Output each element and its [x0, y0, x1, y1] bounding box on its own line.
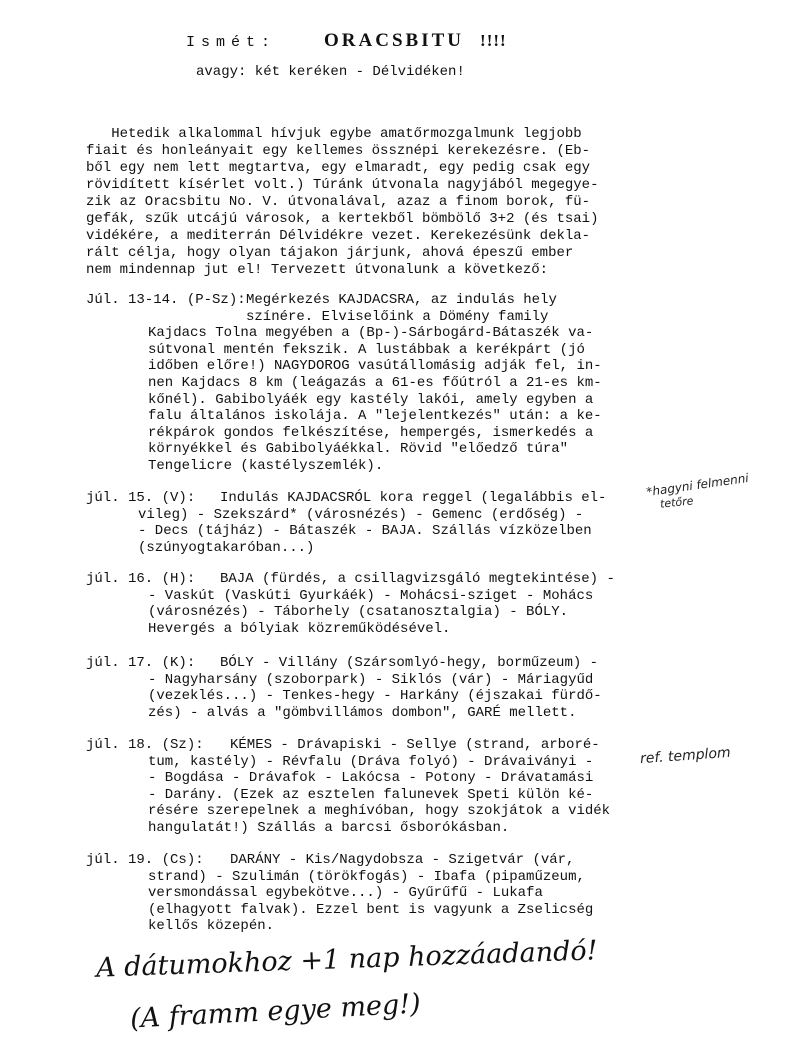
entry-line: színére. Elviselőink a Dömény family: [246, 308, 549, 325]
itinerary-entry-jul-16: [86, 571, 656, 637]
intro-line: gefák, szűk utcájú városok, a kertekből bömbölő 3+2 (és tsai): [86, 211, 599, 227]
itinerary-entry-jul-17: [86, 655, 656, 721]
entry-body-continued: [148, 869, 656, 935]
document-title: [186, 30, 507, 52]
entry-line: Megérkezés KAJDACSRA, az indulás hely: [246, 292, 557, 308]
entry-line: rékpárok gondos felkészítése, hempergés, ismerkedés a: [148, 424, 594, 441]
itinerary-entry-jul-18: [86, 737, 656, 837]
intro-line: fiait és honleányait egy kellemes össznépi kerekezésre. (Eb-: [86, 143, 591, 159]
entry-body: [246, 292, 656, 325]
title-lead: Ismét:: [186, 34, 277, 51]
entry-line: Tengelicre (kastélyszemlék).: [148, 457, 384, 474]
entry-line: - Nagyharsány (szoborpark) - Siklós (vár) - Máriagyűd: [148, 671, 594, 688]
entry-body-continued: [148, 325, 656, 474]
itinerary-entry-jul-13-14: [86, 292, 656, 475]
entry-body: [230, 852, 656, 869]
handwritten-bottom-note-2: (A framm egye meg!): [129, 988, 422, 1035]
entry-date: júl. 18. (Sz):: [86, 737, 204, 753]
entry-line: BAJA (fürdés, a csillagvizsgáló megtekintése) -: [220, 571, 615, 587]
handwritten-margin-note: [646, 471, 750, 499]
margin-note-line: *hagyni felmenni: [645, 470, 750, 500]
entry-line: (vezeklés...) - Tenkes-hegy - Harkány (éjszakai fürdő-: [148, 688, 602, 705]
entry-line: - Decs (tájház) - Bátaszék - BAJA. Szállás vízközelben: [138, 523, 592, 540]
entry-body: [220, 490, 656, 507]
margin-note-line: tetőre: [659, 494, 695, 511]
entry-line: BÓLY - Villány (Szársomlyó-hegy, borműzeum) -: [220, 655, 599, 671]
handwritten-margin-note-2: [659, 494, 694, 510]
entry-line: (városnézés) - Táborhely (csatanosztalgia) - BÓLY.: [148, 604, 569, 621]
entry-line: Hevergés a bólyiak közreműködésével.: [148, 620, 451, 637]
entry-line: - Vaskút (Vaskúti Gyurkáék) - Mohácsi-sziget - Mohács: [148, 587, 594, 604]
entry-line: - Darány. (Ezek az esztelen falunevek Speti külön ké-: [148, 786, 594, 803]
title-main: ORACSBITU: [324, 30, 465, 51]
entry-body-continued: [138, 507, 656, 557]
entry-line: sútvonal mentén fekszik. A lustábbak a kerékpárt (jó: [148, 341, 585, 358]
entry-date: júl. 19. (Cs):: [86, 852, 204, 868]
entry-line: Kajdacs Tolna megyében a (Bp-)-Sárbogárd-Bátaszék va-: [148, 325, 594, 342]
entry-line: résére szerepelnek a meghívóban, hogy szokjátok a vidék: [148, 803, 611, 820]
entry-body-continued: [148, 588, 656, 638]
entry-body-continued: [148, 672, 656, 722]
entry-line: zés) - alvás a "gömbvillámos dombon", GARÉ mellett.: [148, 704, 577, 721]
intro-line: ből egy nem lett megtartva, egy elmaradt, egy pedig csak egy: [86, 160, 591, 176]
entry-line: (szúnyogtakaróban...): [138, 539, 315, 556]
margin-note-line: ref. templom: [639, 744, 732, 768]
intro-line: zik az Oracsbitu No. V. útvonalával, azaz a finom borok, fü-: [86, 194, 591, 210]
intro-line: rált célja, hogy olyan tájakon járjunk, ahová épeszű ember: [86, 245, 574, 261]
entry-date: Júl. 13-14. (P-Sz):: [86, 292, 246, 308]
entry-line: Indulás KAJDACSRÓL kora reggel (legalábbis el-: [220, 490, 607, 506]
entry-line: nen Kajdacs 8 km (leágazás a 61-es főútról a 21-es km-: [148, 374, 602, 391]
entry-line: környékkel és Gabibolyáékkal. Rövid "előedző túra": [148, 441, 569, 458]
entry-date: júl. 16. (H):: [86, 571, 196, 587]
entry-line: - Bogdása - Drávafok - Lakócsa - Potony - Drávatamási: [148, 770, 594, 787]
intro-paragraph: [86, 126, 646, 279]
document-subtitle: avagy: két keréken - Délvidéken!: [196, 64, 465, 80]
entry-line: DARÁNY - Kis/Nagydobsza - Szigetvár (vár,: [230, 852, 575, 868]
intro-line: Hetedik alkalommal hívjuk egybe amatőrmozgalmunk legjobb: [86, 126, 582, 142]
entry-body-continued: [148, 754, 656, 837]
entry-line: versmondással egybekötve...) - Gyűrűfű - Lukafa: [148, 885, 543, 902]
intro-line: vidékére, a mediterrán Délvidékre vezet. Kerekezésünk dekla-: [86, 228, 591, 244]
entry-line: tum, kastély) - Révfalu (Dráva folyó) - Drávaiványi -: [148, 753, 594, 770]
entry-line: kellős közepén.: [148, 918, 275, 935]
entry-line: hangulatát!) Szállás a barcsi ősborókásban.: [148, 819, 510, 836]
entry-line: vileg) - Szekszárd* (városnézés) - Gemenc (erdőség) -: [138, 506, 584, 523]
intro-line: rövidített kísérlet volt.) Túránk útvonala nagyjából megegye-: [86, 177, 599, 193]
entry-line: strand) - Szulimán (törökfogás) - Ibafa (pipaműzeum,: [148, 868, 585, 885]
itinerary-entry-jul-15: [86, 490, 656, 556]
entry-line: KÉMES - Drávapiski - Sellye (strand, arboré-: [230, 737, 600, 753]
entry-body: [220, 655, 656, 672]
itinerary-entry-jul-19: [86, 852, 656, 935]
intro-line: nem mindennap jut el! Tervezett útvonalunk a következő:: [86, 262, 549, 278]
entry-line: kőnél). Gabibolyáék egy kastély lakói, amely egyben a: [148, 391, 594, 408]
entry-date: júl. 17. (K):: [86, 655, 196, 671]
entry-line: (elhagyott falvak). Ezzel bent is vagyunk a Zselicség: [148, 901, 594, 918]
entry-line: időben előre!) NAGYDOROG vasútállomásig adják fel, in-: [148, 358, 602, 375]
entry-date: júl. 15. (V):: [86, 490, 196, 506]
entry-body: [230, 737, 656, 754]
title-exclaim: !!!!: [480, 31, 507, 50]
handwritten-bottom-note: A dátumokhoz +1 nap hozzáadandó!: [95, 935, 598, 984]
entry-body: [220, 571, 656, 588]
entry-line: falu általános iskolája. A "lejelentkezés" után: a ke-: [148, 408, 602, 425]
